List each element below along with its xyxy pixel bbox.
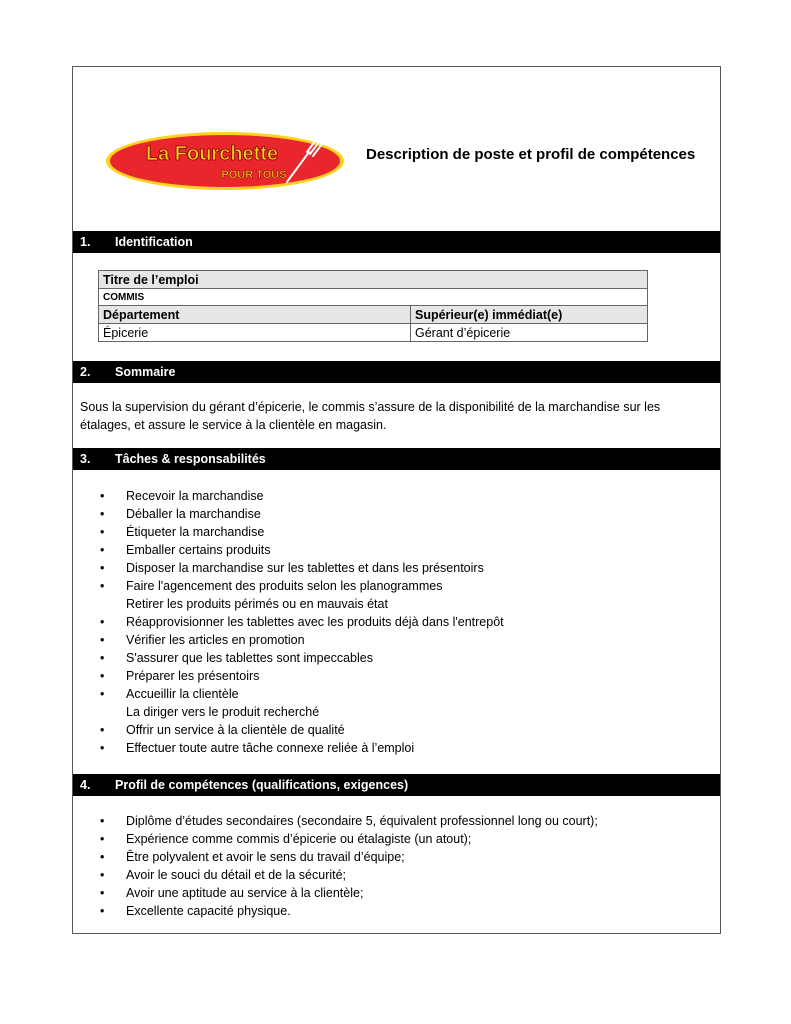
bullet-icon: •	[100, 651, 105, 665]
la-fourchette-logo	[104, 130, 346, 192]
list-item-text: Faire l'agencement des produits selon les planogrammes	[126, 579, 443, 593]
page-title: Description de poste et profil de compétences	[366, 146, 696, 163]
list-item	[100, 703, 504, 721]
list-item	[100, 649, 504, 667]
list-item	[100, 685, 504, 703]
summary-text: Sous la supervision du gérant d’épicerie, le commis s’assure de la disponibilité de la marchandise sur les étalages, et assure le service à la clientèle en magasin.	[80, 400, 661, 432]
section-title: Tâches & responsabilités	[115, 452, 266, 466]
list-item	[100, 884, 598, 902]
section-header-identification	[73, 231, 720, 253]
bullet-icon: •	[100, 850, 105, 864]
section-header-summary	[73, 361, 720, 383]
list-item-text: Avoir le souci du détail et de la sécurité;	[126, 868, 347, 882]
list-item-text: Expérience comme commis d’épicerie ou étalagiste (un atout);	[126, 832, 472, 846]
list-item	[100, 541, 504, 559]
bullet-icon: •	[100, 543, 105, 557]
section-title: Profil de compétences (qualifications, exigences)	[115, 778, 409, 792]
section-title: Sommaire	[115, 365, 176, 379]
list-item	[100, 505, 504, 523]
list-item	[100, 631, 504, 649]
section-header-tasks	[73, 448, 720, 470]
section-title: Identification	[115, 235, 193, 249]
list-item	[100, 866, 598, 884]
bullet-icon: •	[100, 868, 105, 882]
bullet-icon: •	[100, 904, 105, 918]
list-item-text: La diriger vers le produit recherché	[126, 705, 320, 719]
list-item-text: Déballer la marchandise	[126, 507, 261, 521]
list-item	[100, 902, 598, 920]
list-item-text: Avoir une aptitude au service à la clientèle;	[126, 886, 364, 900]
list-item-text: Préparer les présentoirs	[126, 669, 260, 683]
list-item	[100, 595, 504, 613]
tasks-list	[100, 487, 504, 757]
bullet-icon: •	[100, 669, 105, 683]
job-title-value: COMMIS	[99, 289, 648, 306]
bullet-icon: •	[100, 615, 105, 629]
list-item	[100, 487, 504, 505]
list-item-text: Étiqueter la marchandise	[126, 525, 265, 539]
list-item	[100, 848, 598, 866]
list-item-text: Emballer certains produits	[126, 543, 271, 557]
bullet-icon: •	[100, 633, 105, 647]
department-label: Département	[99, 306, 411, 324]
list-item	[100, 739, 504, 757]
list-item-text: Disposer la marchandise sur les tablettes et dans les présentoirs	[126, 561, 484, 575]
supervisor-value: Gérant d’épicerie	[411, 324, 648, 342]
bullet-icon: •	[100, 741, 105, 755]
competences-list	[100, 812, 598, 920]
bullet-icon: •	[100, 832, 105, 846]
list-item-text: Vérifier les articles en promotion	[126, 633, 305, 647]
section-number: 2.	[80, 365, 91, 379]
list-item-text: Effectuer toute autre tâche connexe reliée à l’emploi	[126, 741, 415, 755]
list-item-text: S'assurer que les tablettes sont impeccables	[126, 651, 373, 665]
list-item-text: Excellente capacité physique.	[126, 904, 291, 918]
department-value: Épicerie	[99, 324, 411, 342]
section-number: 4.	[80, 778, 91, 792]
section-number: 3.	[80, 452, 91, 466]
list-item	[100, 667, 504, 685]
logo-sub-text: POUR TOUS	[221, 169, 287, 181]
list-item	[100, 830, 598, 848]
list-item-text: Accueillir la clientèle	[126, 687, 239, 701]
bullet-icon: •	[100, 723, 105, 737]
section-header-competences	[73, 774, 720, 796]
list-item-text: Diplôme d’études secondaires (secondaire 5, équivalent professionnel long ou court);	[126, 814, 598, 828]
job-title-label: Titre de l’emploi	[99, 271, 648, 289]
list-item-text: Offrir un service à la clientèle de qualité	[126, 723, 345, 737]
bullet-icon: •	[100, 579, 105, 593]
list-item-text: Être polyvalent et avoir le sens du travail d’équipe;	[126, 850, 405, 864]
list-item-text: Retirer les produits périmés ou en mauvais état	[126, 597, 388, 611]
supervisor-label: Supérieur(e) immédiat(e)	[411, 306, 648, 324]
list-item-text: Réapprovisionner les tablettes avec les produits déjà dans l'entrepôt	[126, 615, 504, 629]
list-item	[100, 721, 504, 739]
list-item	[100, 559, 504, 577]
list-item	[100, 613, 504, 631]
list-item	[100, 523, 504, 541]
identification-table	[98, 270, 648, 342]
bullet-icon: •	[100, 561, 105, 575]
bullet-icon: •	[100, 507, 105, 521]
bullet-icon: •	[100, 814, 105, 828]
bullet-icon: •	[100, 489, 105, 503]
section-number: 1.	[80, 235, 91, 249]
bullet-icon: •	[100, 525, 105, 539]
logo-main-text: La Fourchette	[145, 143, 279, 165]
list-item-text: Recevoir la marchandise	[126, 489, 264, 503]
bullet-icon: •	[100, 687, 105, 701]
list-item	[100, 812, 598, 830]
bullet-icon: •	[100, 886, 105, 900]
list-item	[100, 577, 504, 595]
